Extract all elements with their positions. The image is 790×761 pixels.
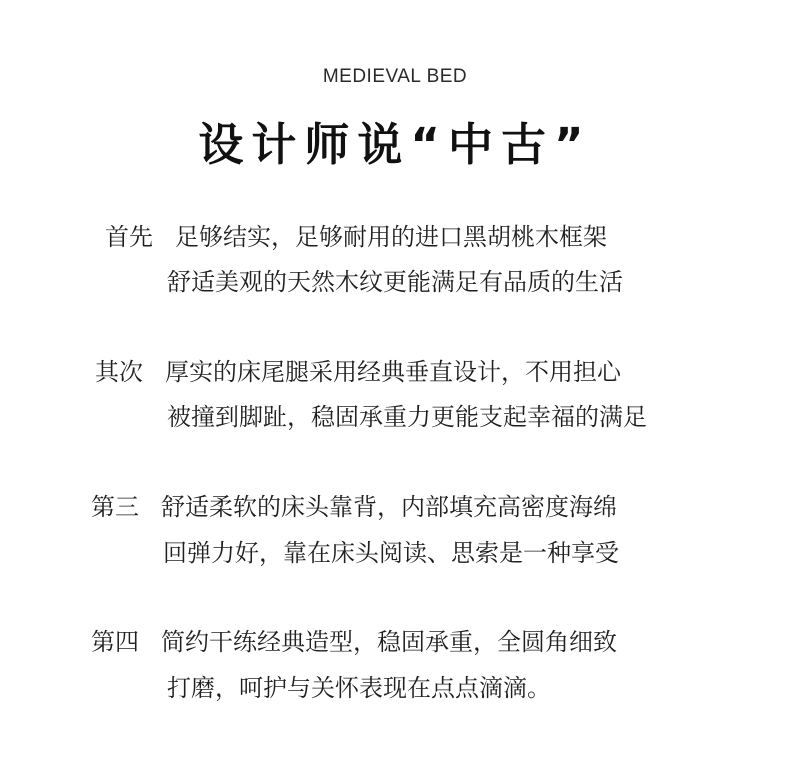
section-3-line1: 舒适柔软的床头靠背，内部填充高密度海绵 xyxy=(161,493,617,521)
section-1-first-line xyxy=(105,222,607,252)
section-3-line2: 回弹力好，靠在床头阅读、思索是一种享受 xyxy=(163,539,619,567)
section-3-label: 第三 xyxy=(91,493,139,521)
section-4-first-line xyxy=(91,627,617,657)
section-2-first-line xyxy=(95,357,621,387)
section-2-line2: 被撞到脚趾，稳固承重力更能支起幸福的满足 xyxy=(167,403,647,431)
section-4-label: 第四 xyxy=(91,628,139,656)
section-3-first-line xyxy=(91,492,617,522)
page-title: 设计师说“中古” xyxy=(198,118,592,171)
section-1-line2: 舒适美观的天然木纹更能满足有品质的生活 xyxy=(167,268,623,296)
section-4-line2: 打磨，呵护与关怀表现在点点滴滴。 xyxy=(167,674,551,702)
subtitle: MEDIEVAL BED xyxy=(322,66,468,87)
section-1-label: 首先 xyxy=(105,223,153,251)
section-2-line1: 厚实的床尾腿采用经典垂直设计，不用担心 xyxy=(165,358,621,386)
section-2-label: 其次 xyxy=(95,358,143,386)
section-1-line1: 足够结实，足够耐用的进口黑胡桃木框架 xyxy=(175,223,607,251)
section-4-line1: 简约干练经典造型，稳固承重，全圆角细致 xyxy=(161,628,617,656)
